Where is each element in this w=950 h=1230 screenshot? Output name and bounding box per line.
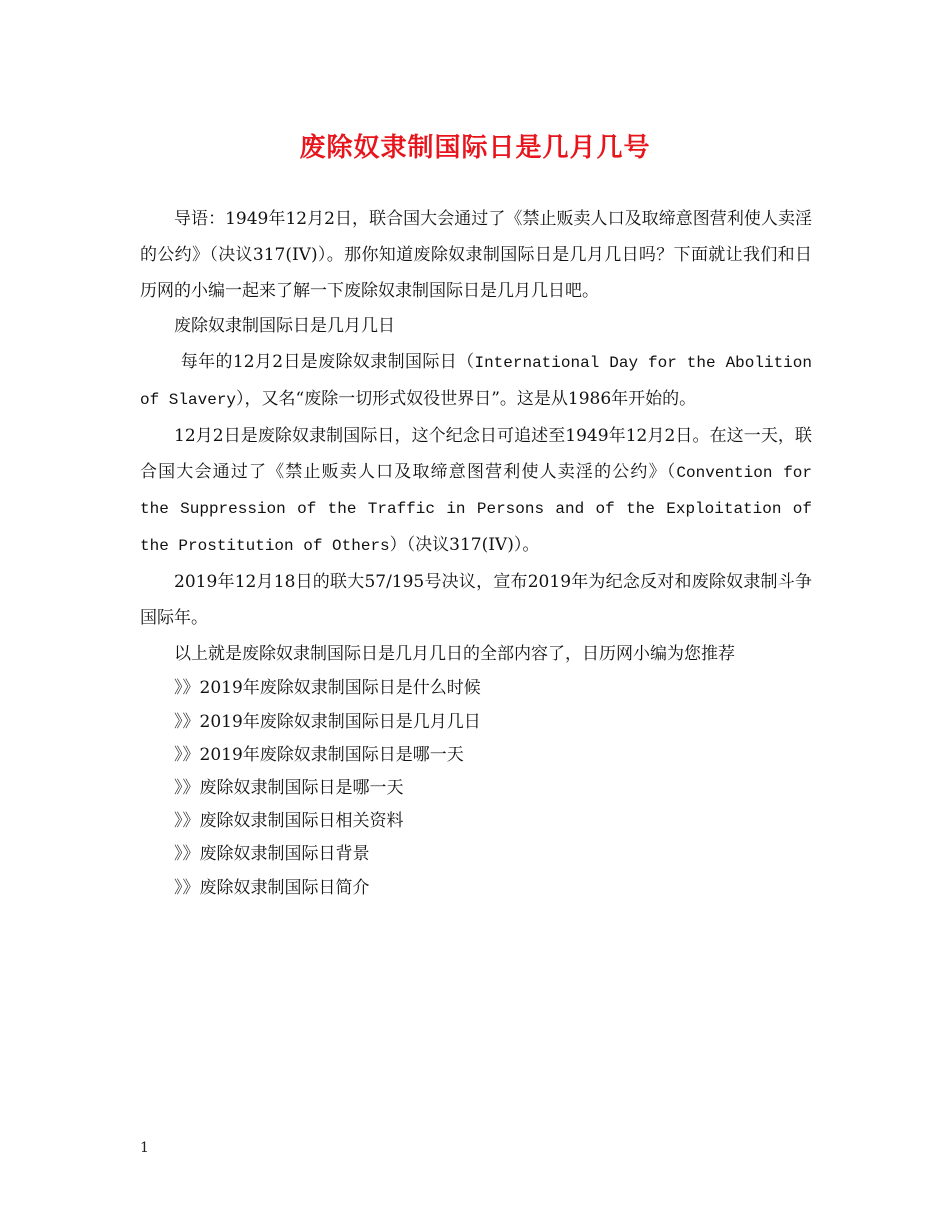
section-heading: 废除奴隶制国际日是几月几日: [174, 316, 395, 337]
recommended-link-text[interactable]: 》》2019年废除奴隶制国际日是什么时候: [174, 678, 481, 699]
recommended-link-text[interactable]: 》》2019年废除奴隶制国际日是哪一天: [174, 744, 464, 765]
recommended-link[interactable]: [140, 772, 812, 805]
recommended-link-text[interactable]: 》》2019年废除奴隶制国际日是几月几日: [174, 711, 481, 732]
document-body: [140, 202, 812, 905]
recommended-link[interactable]: [140, 672, 812, 705]
date-paragraph: [140, 345, 812, 419]
recommended-link-text[interactable]: 》》废除奴隶制国际日相关资料: [174, 811, 404, 832]
recommended-link[interactable]: [140, 872, 812, 905]
recommended-link-text[interactable]: 》》废除奴隶制国际日背景: [174, 844, 370, 865]
history-paragraph-pre: 12月2日是废除奴隶制国际日，这个纪念日可追述至1949年12月2日。在这一天，联合国大会通过了《禁止贩卖人口及取缔意图营利使人卖淫的公约》（: [140, 425, 812, 482]
recommended-link-text[interactable]: 》》废除奴隶制国际日简介: [174, 877, 370, 898]
recommended-link[interactable]: [140, 805, 812, 838]
recommended-links-list: [140, 672, 812, 904]
date-paragraph-post: ），又名“废除一切形式奴役世界日”。这是从1986年开始的。: [236, 388, 697, 409]
date-paragraph-english: International Day for the Abolition of Slavery: [140, 354, 812, 409]
intro-paragraph: 导语：1949年12月2日，联合国大会通过了《禁止贩卖人口及取缔意图营利使人卖淫的公约》（决议317(IV)）。那你知道废除奴隶制国际日是几月几日吗？下面就让我们和日历网的小编一起来了解一下废除奴隶制国际日是几月几日吧。: [140, 209, 812, 301]
recommend-paragraph: 以上就是废除奴隶制国际日是几月几日的全部内容了，日历网小编为您推荐: [174, 643, 735, 664]
date-paragraph-pre: 每年的12月2日是废除奴隶制国际日（: [180, 352, 475, 373]
recommended-link-text[interactable]: 》》废除奴隶制国际日是哪一天: [174, 777, 404, 798]
recommended-link[interactable]: [140, 706, 812, 739]
history-paragraph: [140, 419, 812, 565]
history-paragraph-post: ）（决议317(IV)）。: [389, 535, 540, 556]
recommended-link[interactable]: [140, 739, 812, 772]
history-paragraph-english: Convention for the Suppression of the Traffic in Persons and of the Exploitation of the Prostitution of Others: [140, 463, 813, 556]
resolution-paragraph: 2019年12月18日的联大57/195号决议，宣布2019年为纪念反对和废除奴隶制斗争国际年。: [140, 571, 812, 628]
page-number: 1: [140, 1140, 149, 1156]
recommended-link[interactable]: [140, 838, 812, 871]
document-title: 废除奴隶制国际日是几月几号: [299, 133, 651, 163]
